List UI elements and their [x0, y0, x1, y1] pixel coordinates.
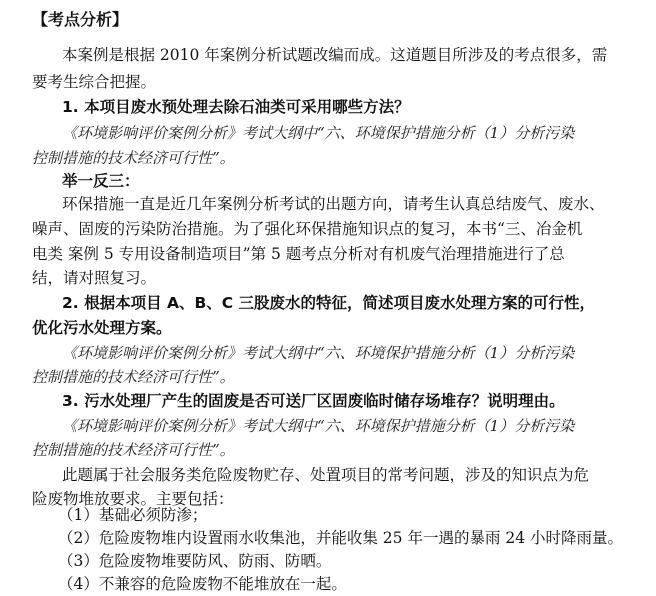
requirement-item-2: （2）危险废物堆内设置雨水收集池，并能收集 25 年一遇的暴雨 24 小时降雨量。 [58, 529, 624, 547]
question-1-heading: 1. 本项目废水预处理去除石油类可采用哪些方法？ [62, 98, 410, 116]
requirement-item-3: （3）危险废物堆要防风、防雨、防晒。 [58, 552, 332, 570]
extension-line-1: 环保措施一直是近几年案例分析考试的出题方向，请考生认真总结废气、废水、 [62, 195, 605, 213]
extension-heading: 举一反三： [62, 172, 140, 190]
question-2-citation-line-1: 《环境影响评价案例分析》考试大纲中“六、环境保护措施分析（1）分析污染 [62, 344, 575, 362]
question-1-citation-line-2: 控制措施的技术经济可行性”。 [32, 149, 235, 167]
extension-line-3: 电类 案例 5 专用设备制造项目”第 5 题考点分析对有机废气治理措施进行了总 [32, 245, 565, 263]
question-2-citation-line-2: 控制措施的技术经济可行性”。 [32, 368, 235, 386]
requirement-item-4: （4）不兼容的危险废物不能堆放在一起。 [58, 575, 347, 593]
extension-line-2: 噪声、固废的污染防治措施。为了强化环保措施知识点的复习，本书“三、冶金机 [32, 220, 583, 238]
question-3-explanation-line-1: 此题属于社会服务类危险废物贮存、处置项目的常考问题，涉及的知识点为危 [62, 466, 590, 484]
question-3-citation-line-2: 控制措施的技术经济可行性”。 [32, 441, 235, 459]
intro-line-2: 要考生综合把握。 [32, 73, 157, 91]
question-2-heading-line-1: 2. 根据本项目 A、B、C 三股废水的特征，简述项目废水处理方案的可行性， [62, 294, 596, 312]
question-3-heading: 3. 污水处理厂产生的固废是否可送厂区固废临时储存场堆存？说明理由。 [62, 392, 565, 410]
extension-line-4: 结，请对照复习。 [32, 269, 157, 287]
question-1-citation-line-1: 《环境影响评价案例分析》考试大纲中“六、环境保护措施分析（1）分析污染 [62, 124, 575, 142]
question-3-citation-line-1: 《环境影响评价案例分析》考试大纲中“六、环境保护措施分析（1）分析污染 [62, 417, 575, 435]
section-title: 【考点分析】 [32, 10, 129, 29]
requirement-item-1: （1）基础必须防渗； [58, 506, 208, 524]
question-3-explanation-line-2: 险废物堆放要求。主要包括： [32, 490, 234, 508]
question-2-heading-line-2: 优化污水处理方案。 [32, 319, 172, 337]
intro-line-1: 本案例是根据 2010 年案例分析试题改编而成。这道题目所涉及的考点很多，需 [62, 46, 608, 64]
